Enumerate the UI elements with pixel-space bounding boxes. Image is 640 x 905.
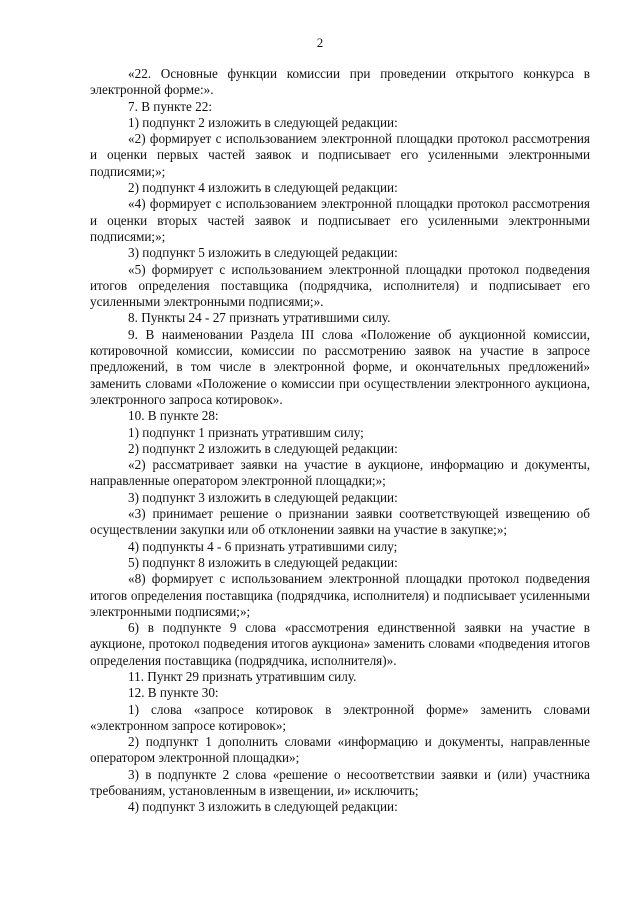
paragraph: 9. В наименовании Раздела III слова «Положение об аукционной комиссии, котировочной комиссии, комиссии по рассмотрению заявок на участие в запросе предложений, в том числе в электронной форме, и окончательных предложений» заменить словами «Положение о комиссии при осуществлении электронного аукциона, электронного запроса котировок». — [90, 326, 590, 407]
paragraph: 12. В пункте 30: — [128, 685, 219, 701]
paragraph: 2) подпункт 4 изложить в следующей редакции: — [128, 180, 398, 196]
paragraph: 3) подпункт 5 изложить в следующей редакции: — [128, 245, 398, 261]
paragraph: 2) подпункт 2 изложить в следующей редакции: — [128, 440, 398, 456]
paragraph: «4) формирует с использованием электронной площадки протокол рассмотрения и оценки вторых частей заявок и подписывает его усиленными электронными подписями;»; — [90, 196, 590, 244]
paragraph: «8) формирует с использованием электронной площадки протокол подведения итогов определения поставщика (подрядчика, исполнителя) и подписывает усиленными электронными подписями;»; — [90, 571, 590, 619]
paragraph: 11. Пункт 29 признать утратившим силу. — [128, 668, 357, 684]
paragraph: 7. В пункте 22: — [128, 98, 212, 114]
paragraph: 3) в подпункте 2 слова «решение о несоответствии заявки и (или) участника требованиям, установленным в извещении, и» исключить; — [90, 766, 590, 799]
paragraph: 3) подпункт 3 изложить в следующей редакции: — [128, 489, 398, 505]
paragraph: «2) формирует с использованием электронной площадки протокол рассмотрения и оценки первых частей заявок и подписывает его усиленными электронными подписями;»; — [90, 131, 590, 179]
paragraph: «22. Основные функции комиссии при проведении открытого конкурса в электронной форме:». — [90, 66, 590, 98]
paragraph: «5) формирует с использованием электронной площадки протокол подведения итогов определения поставщика (подрядчика, исполнителя) и подписывает его усиленными электронными подписями;». — [90, 261, 590, 310]
paragraph: «2) рассматривает заявки на участие в аукционе, информацию и документы, направленные оператором электронной площадки;»; — [90, 457, 590, 489]
paragraph: 1) слова «запросе котировок в электронной форме» заменить словами «электронном запросе котировок»; — [90, 701, 590, 733]
paragraph: 1) подпункт 2 изложить в следующей редакции: — [128, 114, 398, 130]
paragraph: 10. В пункте 28: — [128, 408, 219, 424]
document-body — [90, 66, 590, 816]
paragraph: «3) принимает решение о признании заявки соответствующей извещению об осуществлении закупки или об отклонении заявки на участие в закупке;»; — [90, 506, 590, 538]
paragraph: 1) подпункт 1 признать утратившим силу; — [128, 424, 364, 440]
paragraph: 4) подпункты 4 - 6 признать утратившими силу; — [128, 538, 398, 554]
paragraph: 4) подпункт 3 изложить в следующей редакции: — [128, 799, 398, 815]
paragraph: 5) подпункт 8 изложить в следующей редакции: — [128, 554, 398, 570]
page-number: 2 — [316, 35, 324, 50]
paragraph: 8. Пункты 24 - 27 признать утратившими силу. — [128, 310, 391, 326]
paragraph: 2) подпункт 1 дополнить словами «информацию и документы, направленные оператором электронной площадки»; — [90, 734, 590, 766]
paragraph: 6) в подпункте 9 слова «рассмотрения единственной заявки на участие в аукционе, протокол подведения итогов аукциона» заменить словами «подведения итогов определения поставщика (подрядчика, исполнителя)». — [90, 620, 590, 668]
